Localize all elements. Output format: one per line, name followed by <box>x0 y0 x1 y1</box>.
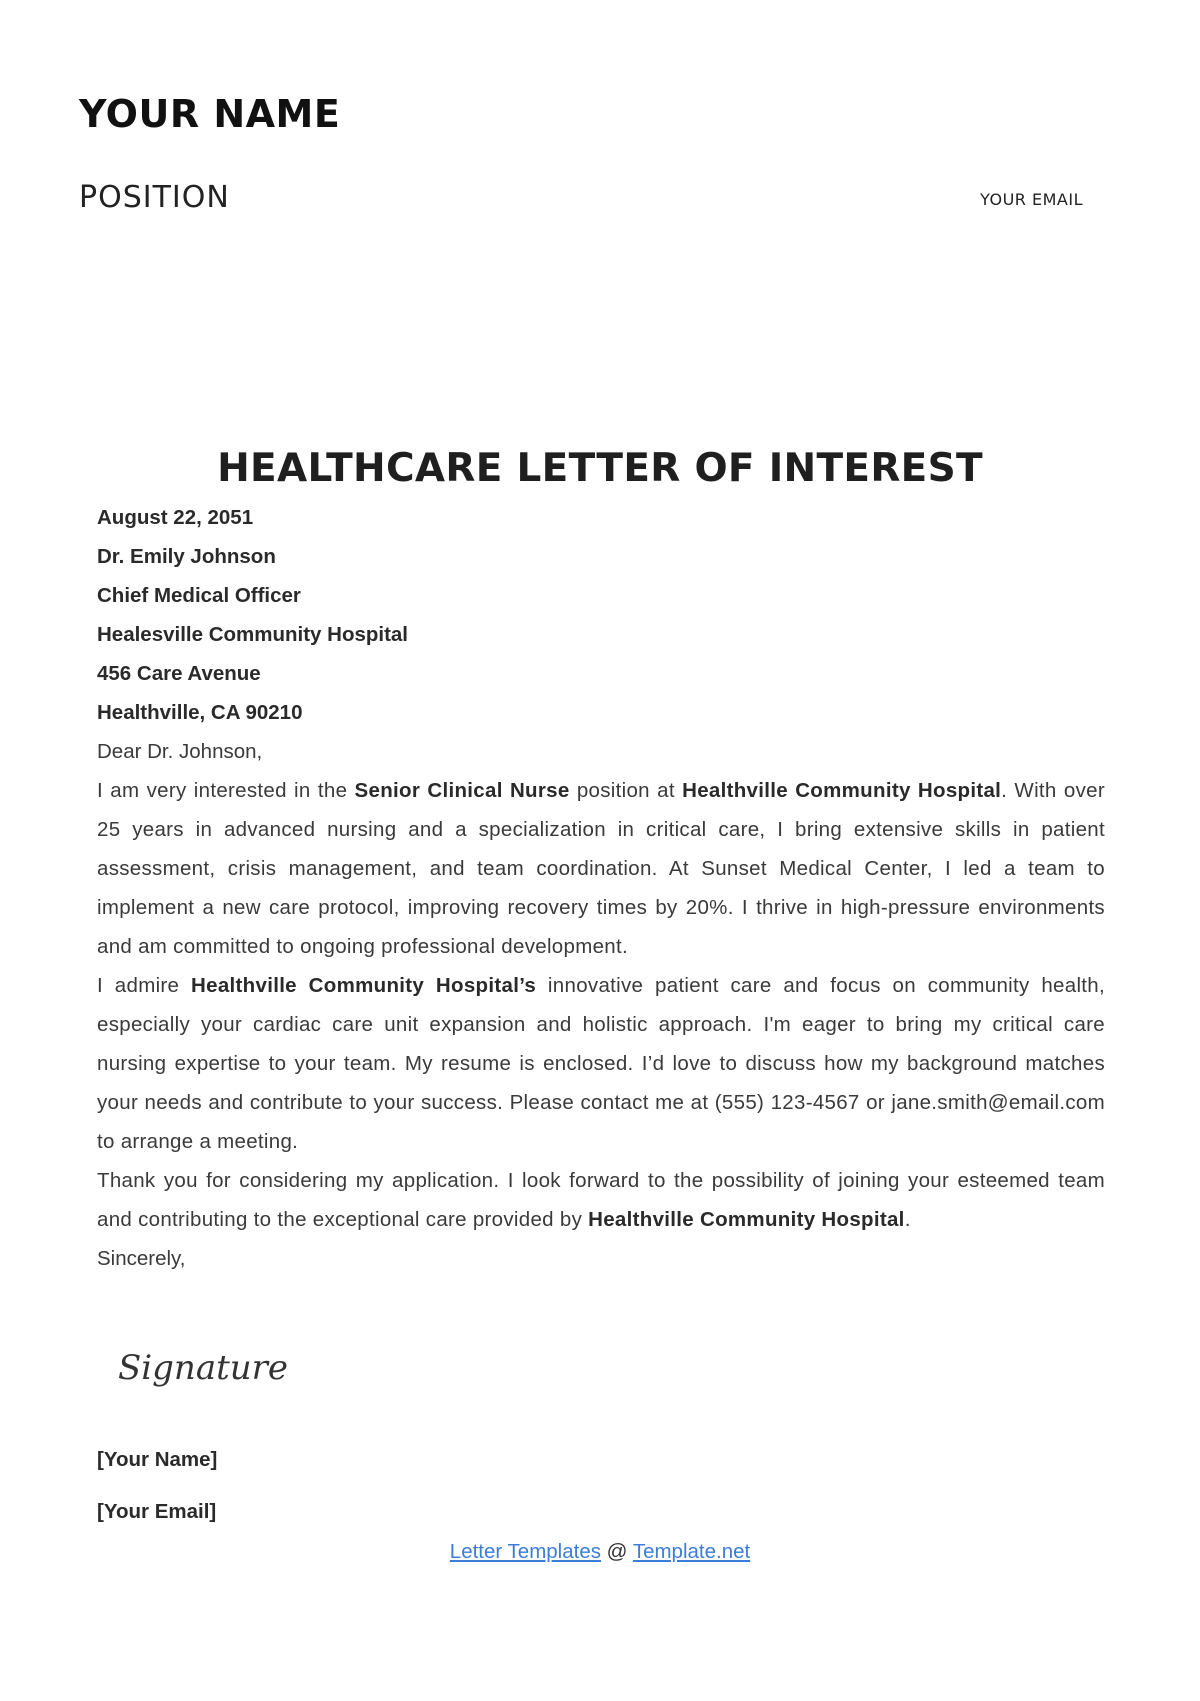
sign-email: [Your Email] <box>97 1500 217 1523</box>
header-name: YOUR NAME <box>79 92 341 136</box>
p3-text-1: Thank you for considering my application. I look forward to the possibility of joining your esteemed team and contributing to the exceptional care provided by <box>97 1169 1105 1231</box>
letter-body <box>97 498 1105 1278</box>
p1-text-1: I am very interested in the <box>97 779 355 802</box>
letter-templates-link[interactable]: Letter Templates <box>449 1540 601 1563</box>
p2-text-2: innovative patient care and focus on community health, especially your cardiac care unit expansion and holistic approach. I'm eager to bring my critical care nursing expertise to your team. My resume is enclosed. I’d love to discuss how my background matches your needs and contribute to your success. Please contact me at (555) 123-4567 or jane.smith@email.com to arrange a meeting. <box>97 974 1105 1153</box>
p3-text-2: . <box>904 1208 911 1231</box>
header-position: POSITION <box>79 180 230 215</box>
footer-separator: @ <box>600 1540 633 1563</box>
letter-title: HEALTHCARE LETTER OF INTEREST <box>217 446 983 491</box>
p1-bold-2: Healthville Community Hospital <box>682 779 1002 802</box>
signature-image: Signature <box>118 1348 289 1388</box>
closing: Sincerely, <box>97 1247 186 1270</box>
recipient-street: 456 Care Avenue <box>97 662 261 685</box>
template-net-link[interactable]: Template.net <box>632 1540 751 1563</box>
recipient-organization: Healesville Community Hospital <box>97 623 409 646</box>
p1-bold-1: Senior Clinical Nurse <box>354 779 570 802</box>
p1-text-3: . With over 25 years in advanced nursing and a specialization in critical care, I bring extensive skills in patient assessment, crisis management, and team coordination. At Sunset Medical Center, I led a team to implement a new care protocol, improving recovery times by 20%. I thrive in high-pressure environments and am committed to ongoing professional development. <box>97 779 1105 958</box>
p2-text-1: I admire <box>97 974 192 997</box>
sign-name: [Your Name] <box>97 1448 218 1471</box>
paragraph-2 <box>97 966 1105 1161</box>
recipient-city: Healthville, CA 90210 <box>97 701 303 724</box>
letter-date: August 22, 2051 <box>97 506 254 529</box>
recipient-name: Dr. Emily Johnson <box>97 545 276 568</box>
paragraph-1 <box>97 771 1105 966</box>
header-email: YOUR EMAIL <box>980 190 1083 209</box>
recipient-title: Chief Medical Officer <box>97 584 301 607</box>
paragraph-3 <box>97 1161 1105 1239</box>
p1-text-2: position at <box>569 779 683 802</box>
p2-bold-1: Healthville Community Hospital’s <box>191 974 537 997</box>
footer <box>0 1540 1200 1564</box>
p3-bold-1: Healthville Community Hospital <box>588 1208 905 1231</box>
salutation: Dear Dr. Johnson, <box>97 740 263 763</box>
